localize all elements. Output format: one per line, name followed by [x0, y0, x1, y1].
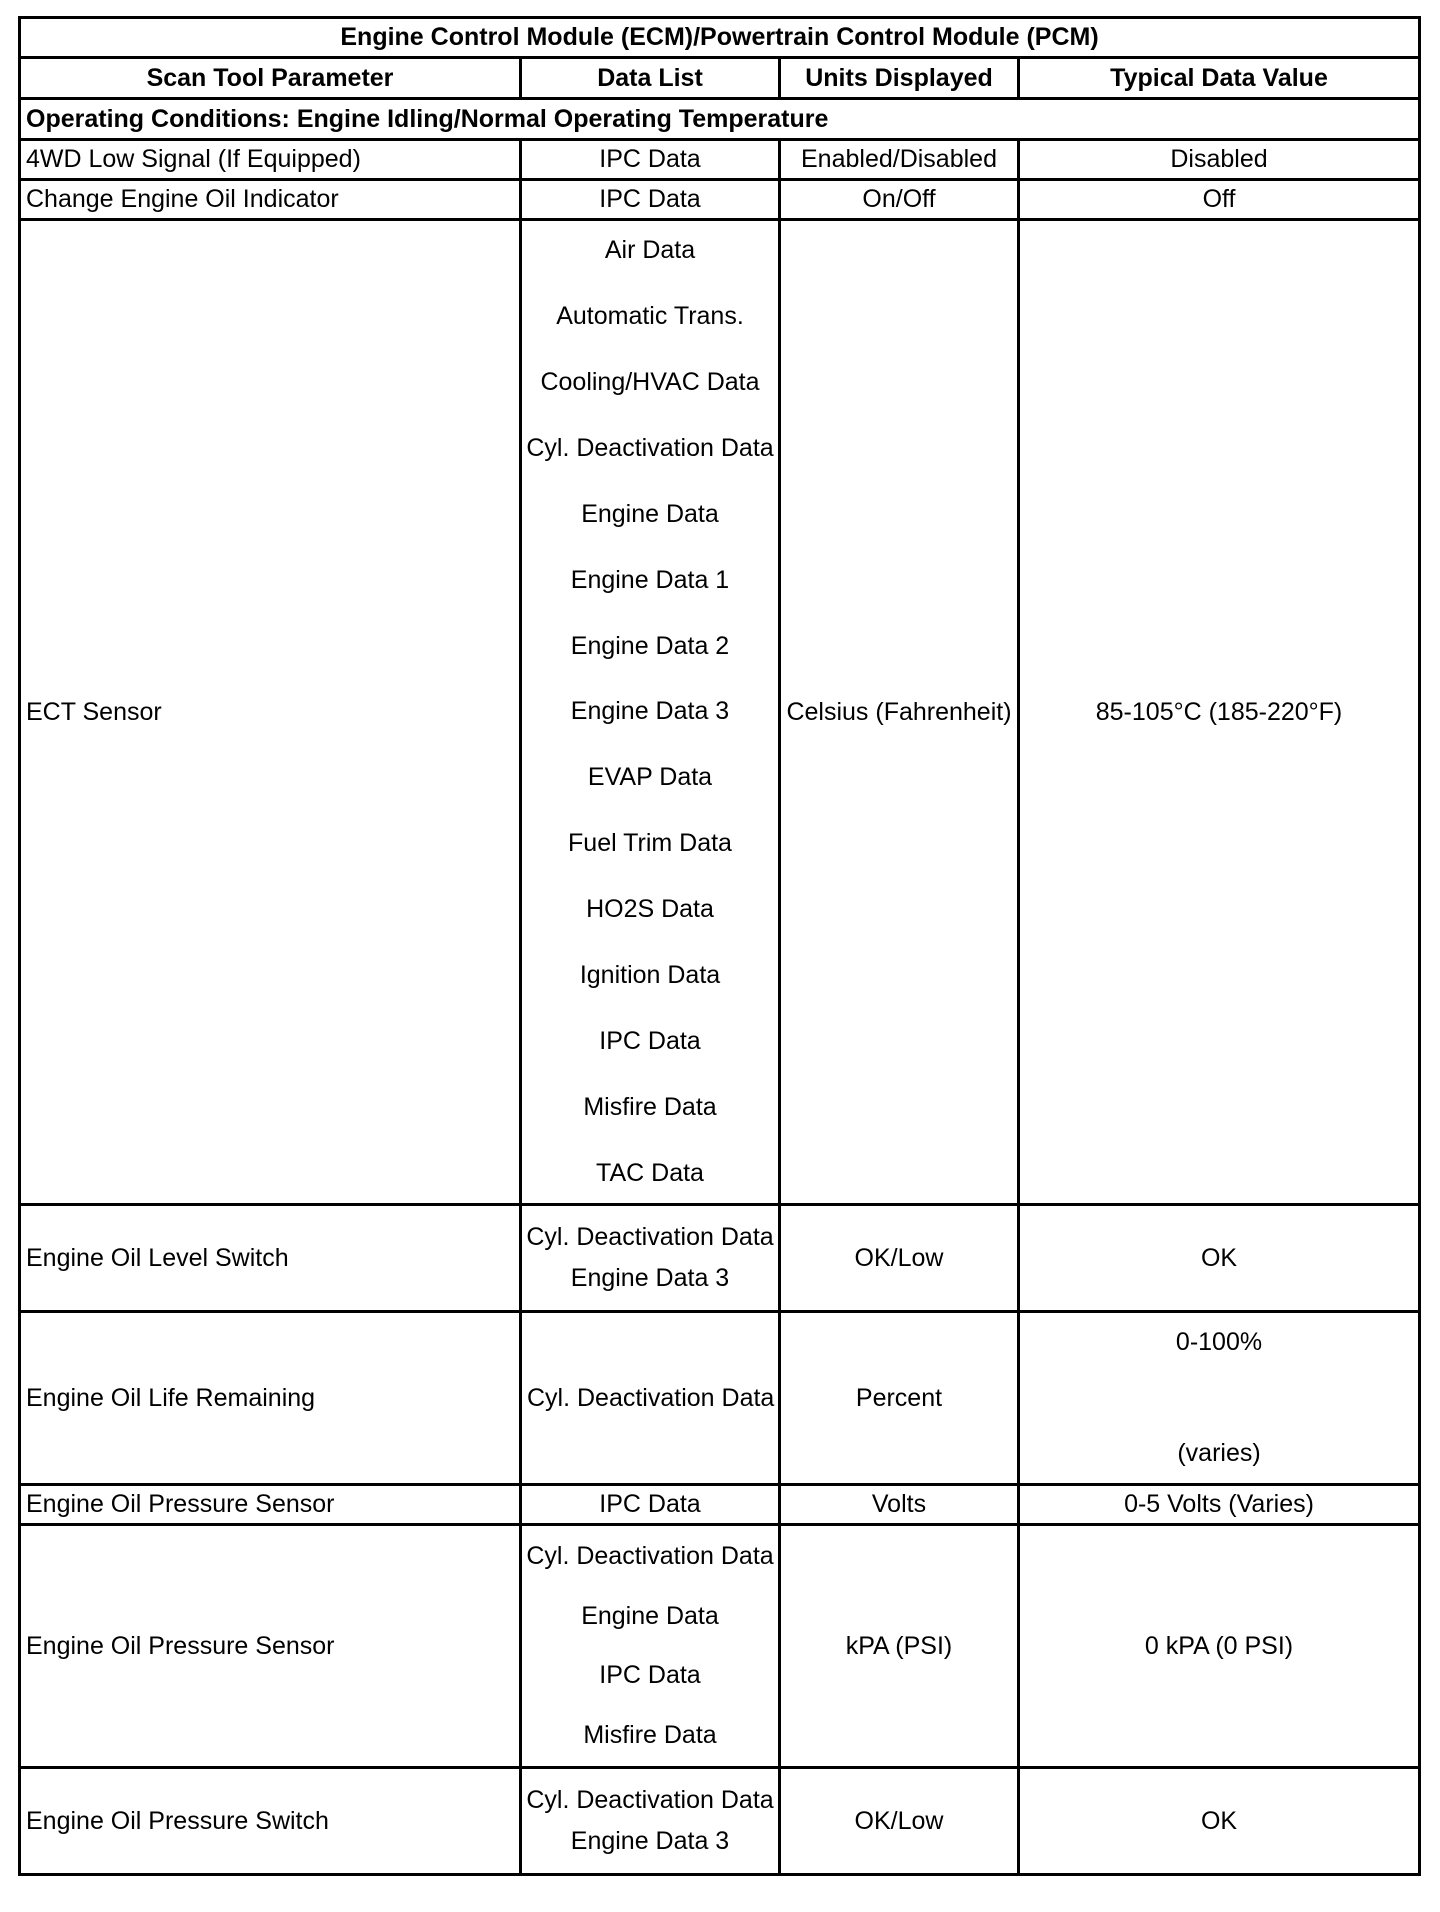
- typical-value-cell: OK: [1019, 1768, 1420, 1875]
- data-list-item: Cyl. Deactivation Data: [526, 1786, 774, 1814]
- table-row: [20, 220, 1420, 1205]
- table-row: [20, 1205, 1420, 1312]
- parameter-cell: Engine Oil Pressure Sensor: [20, 1485, 521, 1525]
- ecm-pcm-data-table: [18, 16, 1421, 1876]
- table-row: [20, 1525, 1420, 1768]
- parameter-cell: Engine Oil Life Remaining: [20, 1312, 521, 1485]
- section-heading: Operating Conditions: Engine Idling/Normal Operating Temperature: [20, 99, 1420, 140]
- data-list-item: Misfire Data: [583, 1092, 717, 1121]
- parameter-cell: Engine Oil Pressure Sensor: [20, 1525, 521, 1768]
- data-list-item: Cyl. Deactivation Data: [526, 1223, 774, 1251]
- typical-value-cell: 85-105°C (185-220°F): [1019, 220, 1420, 1205]
- units-cell: Enabled/Disabled: [780, 140, 1019, 180]
- data-list-item: Engine Data 1: [570, 565, 730, 594]
- data-list-item: Engine Data: [581, 1601, 719, 1630]
- data-list-item: IPC Data: [599, 1027, 701, 1056]
- table-row: [20, 1768, 1420, 1875]
- header-typical-data-value: Typical Data Value: [1019, 58, 1420, 99]
- units-cell: Volts: [780, 1485, 1019, 1525]
- table-row: [20, 1485, 1420, 1525]
- parameter-cell: Engine Oil Pressure Switch: [20, 1768, 521, 1875]
- data-list-cell: [521, 1768, 780, 1875]
- units-cell: OK/Low: [780, 1205, 1019, 1312]
- typical-value-cell: 0-5 Volts (Varies): [1019, 1485, 1420, 1525]
- typical-value-line: (varies): [1177, 1439, 1261, 1467]
- data-list-cell: IPC Data: [521, 180, 780, 220]
- header-units-displayed: Units Displayed: [780, 58, 1019, 99]
- units-cell: On/Off: [780, 180, 1019, 220]
- data-list-item: Engine Data 3: [570, 1827, 730, 1855]
- typical-value-cell: [1019, 1312, 1420, 1485]
- data-list-item: Cyl. Deactivation Data: [526, 1542, 774, 1570]
- header-data-list: Data List: [521, 58, 780, 99]
- table-row: [20, 1312, 1420, 1485]
- data-list-cell: [521, 1205, 780, 1312]
- units-cell: kPA (PSI): [780, 1525, 1019, 1768]
- data-list-item: Engine Data 2: [570, 631, 730, 660]
- data-list-item: Ignition Data: [579, 961, 721, 990]
- units-cell: Percent: [780, 1312, 1019, 1485]
- parameter-cell: 4WD Low Signal (If Equipped): [20, 140, 521, 180]
- data-list-cell: Cyl. Deactivation Data: [521, 1312, 780, 1485]
- data-list-item: Fuel Trim Data: [568, 829, 732, 858]
- data-list-item: IPC Data: [599, 1661, 701, 1690]
- typical-value-cell: Disabled: [1019, 140, 1420, 180]
- data-list-item: Air Data: [604, 236, 696, 264]
- table-row: [20, 140, 1420, 180]
- data-list-item: Engine Data 3: [570, 1264, 730, 1292]
- parameter-cell: Engine Oil Level Switch: [20, 1205, 521, 1312]
- data-list-item: Cooling/HVAC Data: [540, 367, 760, 396]
- data-list-item: Engine Data 3: [570, 697, 730, 726]
- data-list-cell: [521, 1525, 780, 1768]
- header-scan-tool-parameter: Scan Tool Parameter: [20, 58, 521, 99]
- typical-value-line: 0-100%: [1175, 1328, 1263, 1356]
- data-list-cell: [521, 220, 780, 1205]
- section-row: [20, 99, 1420, 140]
- table-row: [20, 180, 1420, 220]
- typical-value-cell: Off: [1019, 180, 1420, 220]
- table-title: Engine Control Module (ECM)/Powertrain Control Module (PCM): [20, 18, 1420, 58]
- data-list-item: TAC Data: [596, 1158, 704, 1187]
- parameter-cell: Change Engine Oil Indicator: [20, 180, 521, 220]
- data-list-item: Cyl. Deactivation Data: [526, 433, 774, 462]
- data-list-item: Automatic Trans.: [556, 301, 744, 330]
- data-list-item: EVAP Data: [587, 763, 713, 792]
- data-list-item: Engine Data: [581, 499, 719, 528]
- data-list-cell: IPC Data: [521, 1485, 780, 1525]
- units-cell: Celsius (Fahrenheit): [780, 220, 1019, 1205]
- header-row: [20, 58, 1420, 99]
- typical-value-cell: OK: [1019, 1205, 1420, 1312]
- data-list-item: HO2S Data: [586, 895, 714, 924]
- typical-value-cell: 0 kPA (0 PSI): [1019, 1525, 1420, 1768]
- data-list-item: Misfire Data: [583, 1720, 717, 1749]
- data-list-cell: IPC Data: [521, 140, 780, 180]
- units-cell: OK/Low: [780, 1768, 1019, 1875]
- parameter-cell: ECT Sensor: [20, 220, 521, 1205]
- table-title-row: [20, 18, 1420, 58]
